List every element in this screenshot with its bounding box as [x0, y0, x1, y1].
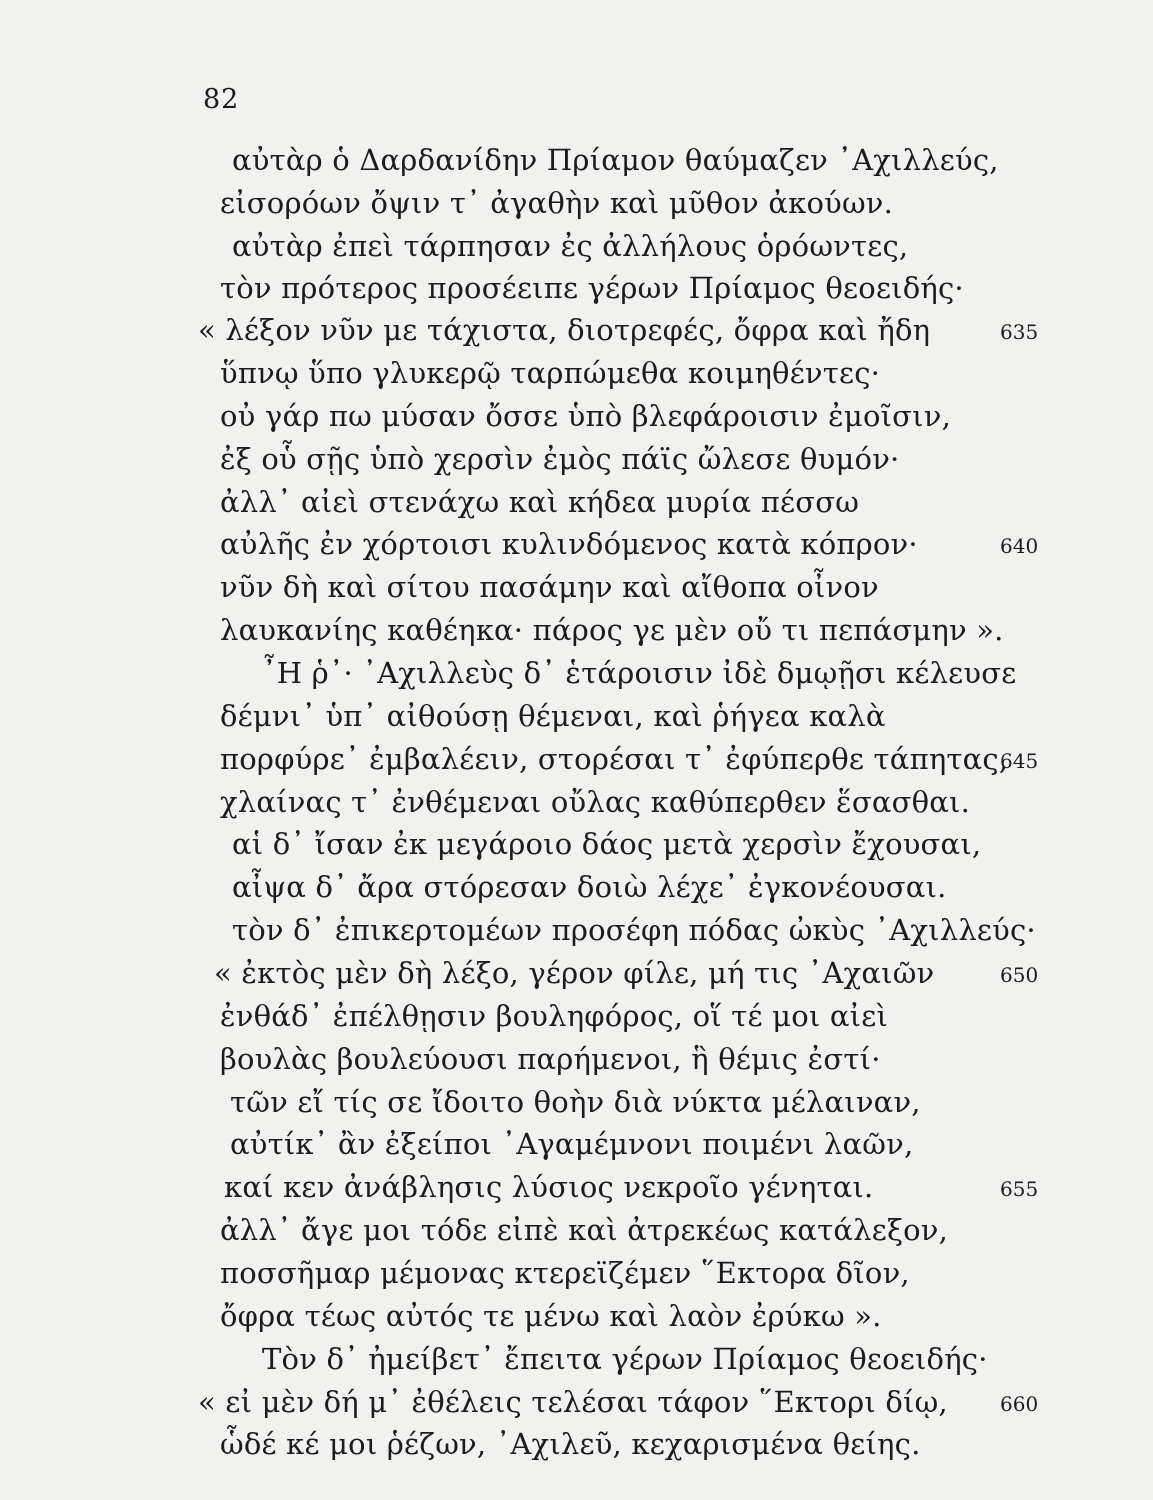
verse-line: [262, 1339, 988, 1379]
verse-line: [220, 996, 888, 1036]
verse-line: [232, 226, 908, 266]
verse-line: [214, 953, 934, 993]
line-number: 650: [1000, 963, 1039, 987]
verse-line: [220, 353, 880, 393]
verse-text: αὐτὰρ ἐπεὶ τάρπησαν ἐς ἀλλήλους ὁρόωντες,: [232, 229, 909, 263]
verse-line: [224, 1167, 873, 1207]
verse-line: [220, 1253, 910, 1293]
verse-text: ὄφρα τέως αὐτός τε μένω καὶ λαὸν ἐρύκω ».: [220, 1299, 882, 1333]
verse-text: αἶψα δ᾿ ἄρα στόρεσαν δοιὼ λέχε᾿ ἐγκονέουσαι.: [232, 870, 947, 904]
verse-line: [220, 696, 886, 736]
verse-text: ῏Η ῥ᾿· ᾿Αχιλλεὺς δ᾿ ἑτάροισιν ἰδὲ δμῳῇσι κέλευσε: [262, 656, 1017, 690]
verse-text: ἀλλ᾿ αἰεὶ στενάχω καὶ κήδεα μυρία πέσσω: [220, 485, 860, 519]
verse-text: ὕπνῳ ὕπο γλυκερῷ ταρπώμεθα κοιμηθέντες·: [220, 356, 881, 390]
line-number: 635: [1000, 320, 1039, 344]
verse-line: [220, 183, 893, 223]
verse-text: τὸν πρότερος προσέειπε γέρων Πρίαμος θεοειδής·: [220, 271, 964, 305]
verse-text: χλαίνας τ᾿ ἐνθέμεναι οὔλας καθύπερθεν ἕσασθαι.: [220, 785, 971, 819]
verse-line: [232, 824, 981, 864]
verse-text: τὸν δ᾿ ἐπικερτομέων προσέφη πόδας ὠκὺς ᾿Αχιλλεύς·: [232, 913, 1036, 947]
verse-text: αὐτίκ᾿ ἂν ἐξείποι ᾿Αγαμέμνονι ποιμένι λαῶν,: [230, 1127, 914, 1161]
verse-line: [220, 524, 918, 564]
verse-text: ἀλλ᾿ ἄγε μοι τόδε εἰπὲ καὶ ἀτρεκέως κατάλεξον,: [220, 1213, 949, 1247]
verse-line: [230, 1124, 913, 1164]
verse-text: ἐξ οὗ σῇς ὑπὸ χερσὶν ἐμὸς πάϊς ὤλεσε θυμόν·: [220, 442, 900, 476]
verse-text: νῦν δὴ καὶ σίτου πασάμην καὶ αἴθοπα οἶνον: [220, 570, 879, 604]
verse-text: « εἰ μὲν δή μ᾿ ἐθέλεις τελέσαι τάφον ῞Εκτορι δίῳ,: [198, 1385, 948, 1419]
page-number: 82: [203, 84, 240, 115]
line-number: 645: [1000, 749, 1039, 773]
verse-text: βουλὰς βουλεύουσι παρήμενοι, ἣ θέμις ἐστί·: [220, 1042, 881, 1076]
verse-line: [220, 1296, 882, 1336]
verse-line: [220, 1424, 920, 1464]
verse-line: [232, 910, 1036, 950]
verse-line: [262, 653, 1016, 693]
verse-text: ἐνθάδ᾿ ἐπέλθῃσιν βουληφόρος, οἵ τέ μοι αἰεὶ: [220, 999, 889, 1033]
verse-line: [230, 1082, 921, 1122]
verse-text: εἰσορόων ὄψιν τ᾿ ἀγαθὴν καὶ μῦθον ἀκούων.: [220, 186, 894, 220]
line-number: 660: [1000, 1392, 1039, 1416]
verse-text: ποσσῆμαρ μέμονας κτερεϊζέμεν ῞Εκτορα δῖον,: [220, 1256, 910, 1290]
verse-text: « ἐκτὸς μὲν δὴ λέξο, γέρον φίλε, μή τις ᾿Αχαιῶν: [214, 956, 935, 990]
verse-line: [220, 782, 970, 822]
verse-line: [220, 610, 1004, 650]
verse-text: « λέξον νῦν με τάχιστα, διοτρεφές, ὄφρα καὶ ἤδη: [198, 313, 931, 347]
verse-text: ὧδέ κέ μοι ῥέζων, ᾿Αχιλεῦ, κεχαρισμένα θείης.: [220, 1427, 921, 1461]
verse-line: [198, 310, 930, 350]
verse-line: [220, 439, 899, 479]
verse-text: αὐτὰρ ὁ Δαρδανίδην Πρίαμον θαύμαζεν ᾿Αχιλλεύς,: [232, 143, 999, 177]
verse-line: [232, 867, 947, 907]
verse-line: [220, 268, 964, 308]
verse-line: [232, 140, 999, 180]
line-number: 655: [1000, 1177, 1039, 1201]
verse-text: πορφύρε᾿ ἐμβαλέειν, στορέσαι τ᾿ ἐφύπερθε τάπητας,: [220, 742, 1009, 776]
verse-text: καί κεν ἀνάβλησις λύσιος νεκροῖο γένηται.: [224, 1170, 874, 1204]
verse-line: [220, 567, 879, 607]
verse-line: [220, 1039, 881, 1079]
verse-text: οὐ γάρ πω μύσαν ὄσσε ὑπὸ βλεφάροισιν ἐμοῖσιν,: [220, 399, 951, 433]
verse-line: [220, 396, 951, 436]
verse-text: λαυκανίης καθέηκα· πάρος γε μὲν οὔ τι πεπάσμην ».: [220, 613, 1004, 647]
verse-text: αἱ δ᾿ ἴσαν ἐκ μεγάροιο δάος μετὰ χερσὶν ἔχουσαι,: [232, 827, 982, 861]
verse-text: δέμνι᾿ ὑπ᾿ αἰθούσῃ θέμεναι, καὶ ῥήγεα καλὰ: [220, 699, 886, 733]
verse-text: Τὸν δ᾿ ἠμείβετ᾿ ἔπειτα γέρων Πρίαμος θεοειδής·: [262, 1342, 988, 1376]
verse-text: αὐλῆς ἐν χόρτοισι κυλινδόμενος κατὰ κόπρον·: [220, 527, 918, 561]
verse-line: [220, 482, 859, 522]
verse-line: [220, 1210, 948, 1250]
verse-text: τῶν εἴ τίς σε ἴδοιτο θοὴν διὰ νύκτα μέλαιναν,: [230, 1085, 921, 1119]
line-number: 640: [1000, 534, 1039, 558]
verse-line: [198, 1382, 948, 1422]
verse-line: [220, 739, 1008, 779]
